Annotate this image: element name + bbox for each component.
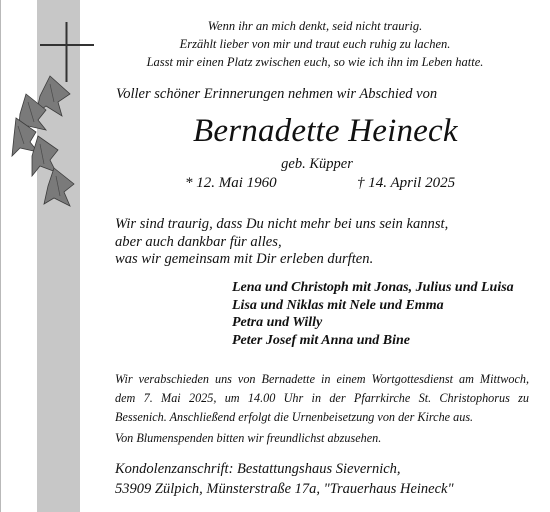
service-line: Wir verabschieden uns von Bernadette in einem Wortgottesdienst am Mittwoch, <box>115 372 529 386</box>
death-date: † 14. April 2025 <box>357 175 456 191</box>
maiden-name: geb. Küpper <box>281 156 353 172</box>
poem-line: Wenn ihr an mich denkt, seid nicht traurig. <box>207 19 423 33</box>
poem-line: Lasst mir einen Platz zwischen euch, so wie ich ihn im Leben hatte. <box>146 55 484 69</box>
condolence-line: Kondolenzanschrift: Bestattungshaus Sievernich, <box>115 461 401 477</box>
condolence-address <box>115 459 454 499</box>
flowers-note: Von Blumenspenden bitten wir freundlichst abzusehen. <box>115 431 382 445</box>
page-border <box>0 0 1 512</box>
service-line: dem 7. Mai 2025, um 14.00 Uhr in der Pfarrkirche St. Christophorus zu <box>115 391 529 405</box>
condolence-line: 53909 Zülpich, Münsterstraße 17a, "Trauerhaus Heineck" <box>115 481 454 497</box>
message-line: aber auch dankbar für alles, <box>115 233 282 250</box>
ivy-leaves-icon <box>10 72 82 212</box>
birth-date: * 12. Mai 1960 <box>185 175 277 191</box>
family-line: Lena und Christoph mit Jonas, Julius und Luisa <box>232 280 514 295</box>
service-notice <box>115 370 529 427</box>
poem <box>100 17 530 71</box>
deceased-name: Bernadette Heineck <box>193 113 458 149</box>
message-line: Wir sind traurig, dass Du nicht mehr bei uns sein kannst, <box>115 216 449 232</box>
poem-line: Erzählt lieber von mir und traut euch ruhig zu lachen. <box>179 37 451 51</box>
mourning-message <box>115 216 448 269</box>
family-line: Peter Josef mit Anna und Bine <box>232 332 411 348</box>
family-line: Petra und Willy <box>232 315 323 330</box>
family-line: Lisa und Niklas mit Nele und Emma <box>232 297 444 313</box>
farewell-intro: Voller schöner Erinnerungen nehmen wir Abschied von <box>116 86 438 102</box>
family-signatures <box>232 279 514 349</box>
message-line: was wir gemeinsam mit Dir erleben durften. <box>115 251 374 267</box>
service-line: Bessenich. Anschließend erfolgt die Urnenbeisetzung von der Kirche aus. <box>115 410 474 424</box>
